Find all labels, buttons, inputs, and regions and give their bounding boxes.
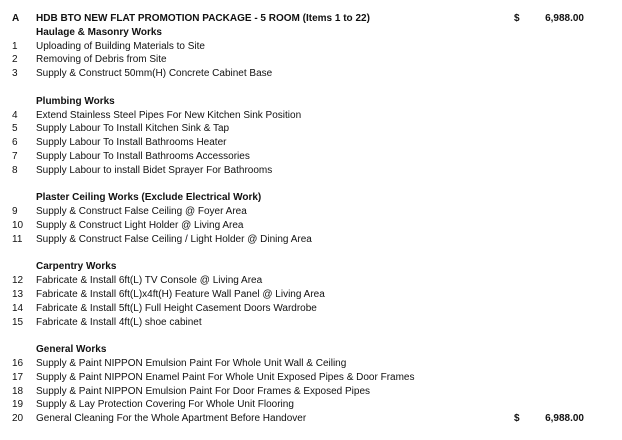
list-item — [0, 109, 622, 123]
item-text: Supply Labour To Install Bathrooms Accessories — [36, 150, 250, 162]
total-currency: $ — [514, 413, 520, 425]
item-number: 9 — [12, 206, 18, 218]
section-heading — [0, 95, 622, 109]
item-number: 1 — [12, 40, 18, 52]
item-number: 17 — [12, 371, 24, 383]
item-number: 16 — [12, 357, 24, 369]
item-text: Fabricate & Install 5ft(L) Full Height Casement Doors Wardrobe — [36, 302, 317, 314]
item-text: Supply & Lay Protection Covering For Whole Unit Flooring — [36, 399, 294, 411]
list-item — [0, 219, 622, 233]
section-heading — [0, 26, 622, 40]
item-text: Extend Stainless Steel Pipes For New Kitchen Sink Position — [36, 109, 302, 121]
item-text: Supply & Construct False Ceiling @ Foyer Area — [36, 206, 247, 218]
item-number: 7 — [12, 150, 18, 162]
package-title: HDB BTO NEW FLAT PROMOTION PACKAGE - 5 ROOM (Items 1 to 22) — [36, 13, 370, 24]
quotation-document — [0, 12, 622, 426]
section-spacer — [0, 329, 622, 343]
item-text: Supply & Construct 50mm(H) Concrete Cabinet Base — [36, 68, 273, 80]
item-text: Supply Labour To Install Bathrooms Heater — [36, 137, 227, 149]
item-text: Removing of Debris from Site — [36, 54, 167, 66]
item-number: 18 — [12, 385, 24, 397]
section-heading-text: Plaster Ceiling Works (Exclude Electrical Work) — [36, 192, 262, 204]
section-heading — [0, 260, 622, 274]
list-item — [0, 150, 622, 164]
item-number: 13 — [12, 288, 24, 300]
total-amount: 6,988.00 — [545, 413, 584, 425]
list-item — [0, 398, 622, 412]
list-item — [0, 67, 622, 81]
item-number: 5 — [12, 123, 18, 135]
item-number: 14 — [12, 302, 24, 314]
list-item — [0, 274, 622, 288]
item-text: Uploading of Building Materials to Site — [36, 40, 205, 52]
list-item — [0, 136, 622, 150]
item-text: Supply & Paint NIPPON Emulsion Paint For Door Frames & Exposed Pipes — [36, 385, 371, 397]
header-currency: $ — [514, 13, 520, 24]
section-heading-text: Haulage & Masonry Works — [36, 26, 162, 38]
item-text: Supply & Construct False Ceiling / Light Holder @ Dining Area — [36, 233, 312, 245]
section-heading-text: General Works — [36, 344, 107, 356]
section-heading — [0, 191, 622, 205]
list-item — [0, 205, 622, 219]
item-text: Supply Labour to install Bidet Sprayer For Bathrooms — [36, 164, 273, 176]
item-number: 20 — [12, 413, 24, 425]
section-spacer — [0, 178, 622, 192]
package-header-row — [0, 12, 622, 26]
item-text: Fabricate & Install 6ft(L)x4ft(H) Feature Wall Panel @ Living Area — [36, 288, 325, 300]
section-heading-text: Plumbing Works — [36, 95, 115, 107]
section-spacer — [0, 247, 622, 261]
list-item — [0, 371, 622, 385]
list-item — [0, 412, 622, 426]
list-item — [0, 233, 622, 247]
list-item — [0, 316, 622, 330]
item-number: 10 — [12, 219, 24, 231]
section-letter: A — [12, 13, 20, 24]
list-item — [0, 164, 622, 178]
item-number: 4 — [12, 109, 18, 121]
item-text: Fabricate & Install 4ft(L) shoe cabinet — [36, 316, 202, 328]
item-text: General Cleaning For the Whole Apartment Before Handover — [36, 413, 307, 425]
section-heading-text: Carpentry Works — [36, 261, 117, 273]
item-number: 11 — [12, 233, 23, 245]
item-number: 19 — [12, 399, 24, 411]
list-item — [0, 122, 622, 136]
item-number: 3 — [12, 68, 18, 80]
item-number: 12 — [12, 275, 24, 287]
item-number: 15 — [12, 316, 24, 328]
list-item — [0, 53, 622, 67]
item-text: Supply & Construct Light Holder @ Living Area — [36, 219, 244, 231]
section-heading — [0, 343, 622, 357]
item-text: Supply & Paint NIPPON Emulsion Paint For Whole Unit Wall & Ceiling — [36, 357, 347, 369]
list-item — [0, 288, 622, 302]
list-item — [0, 357, 622, 371]
section-spacer — [0, 81, 622, 95]
list-item — [0, 302, 622, 316]
item-text: Supply & Paint NIPPON Enamel Paint For Whole Unit Exposed Pipes & Door Frames — [36, 371, 415, 383]
item-number: 2 — [12, 54, 18, 66]
item-text: Fabricate & Install 6ft(L) TV Console @ Living Area — [36, 275, 263, 287]
header-amount: 6,988.00 — [545, 13, 584, 24]
list-item — [0, 385, 622, 399]
item-number: 8 — [12, 164, 18, 176]
item-text: Supply Labour To Install Kitchen Sink & Tap — [36, 123, 230, 135]
list-item — [0, 40, 622, 54]
item-number: 6 — [12, 137, 18, 149]
